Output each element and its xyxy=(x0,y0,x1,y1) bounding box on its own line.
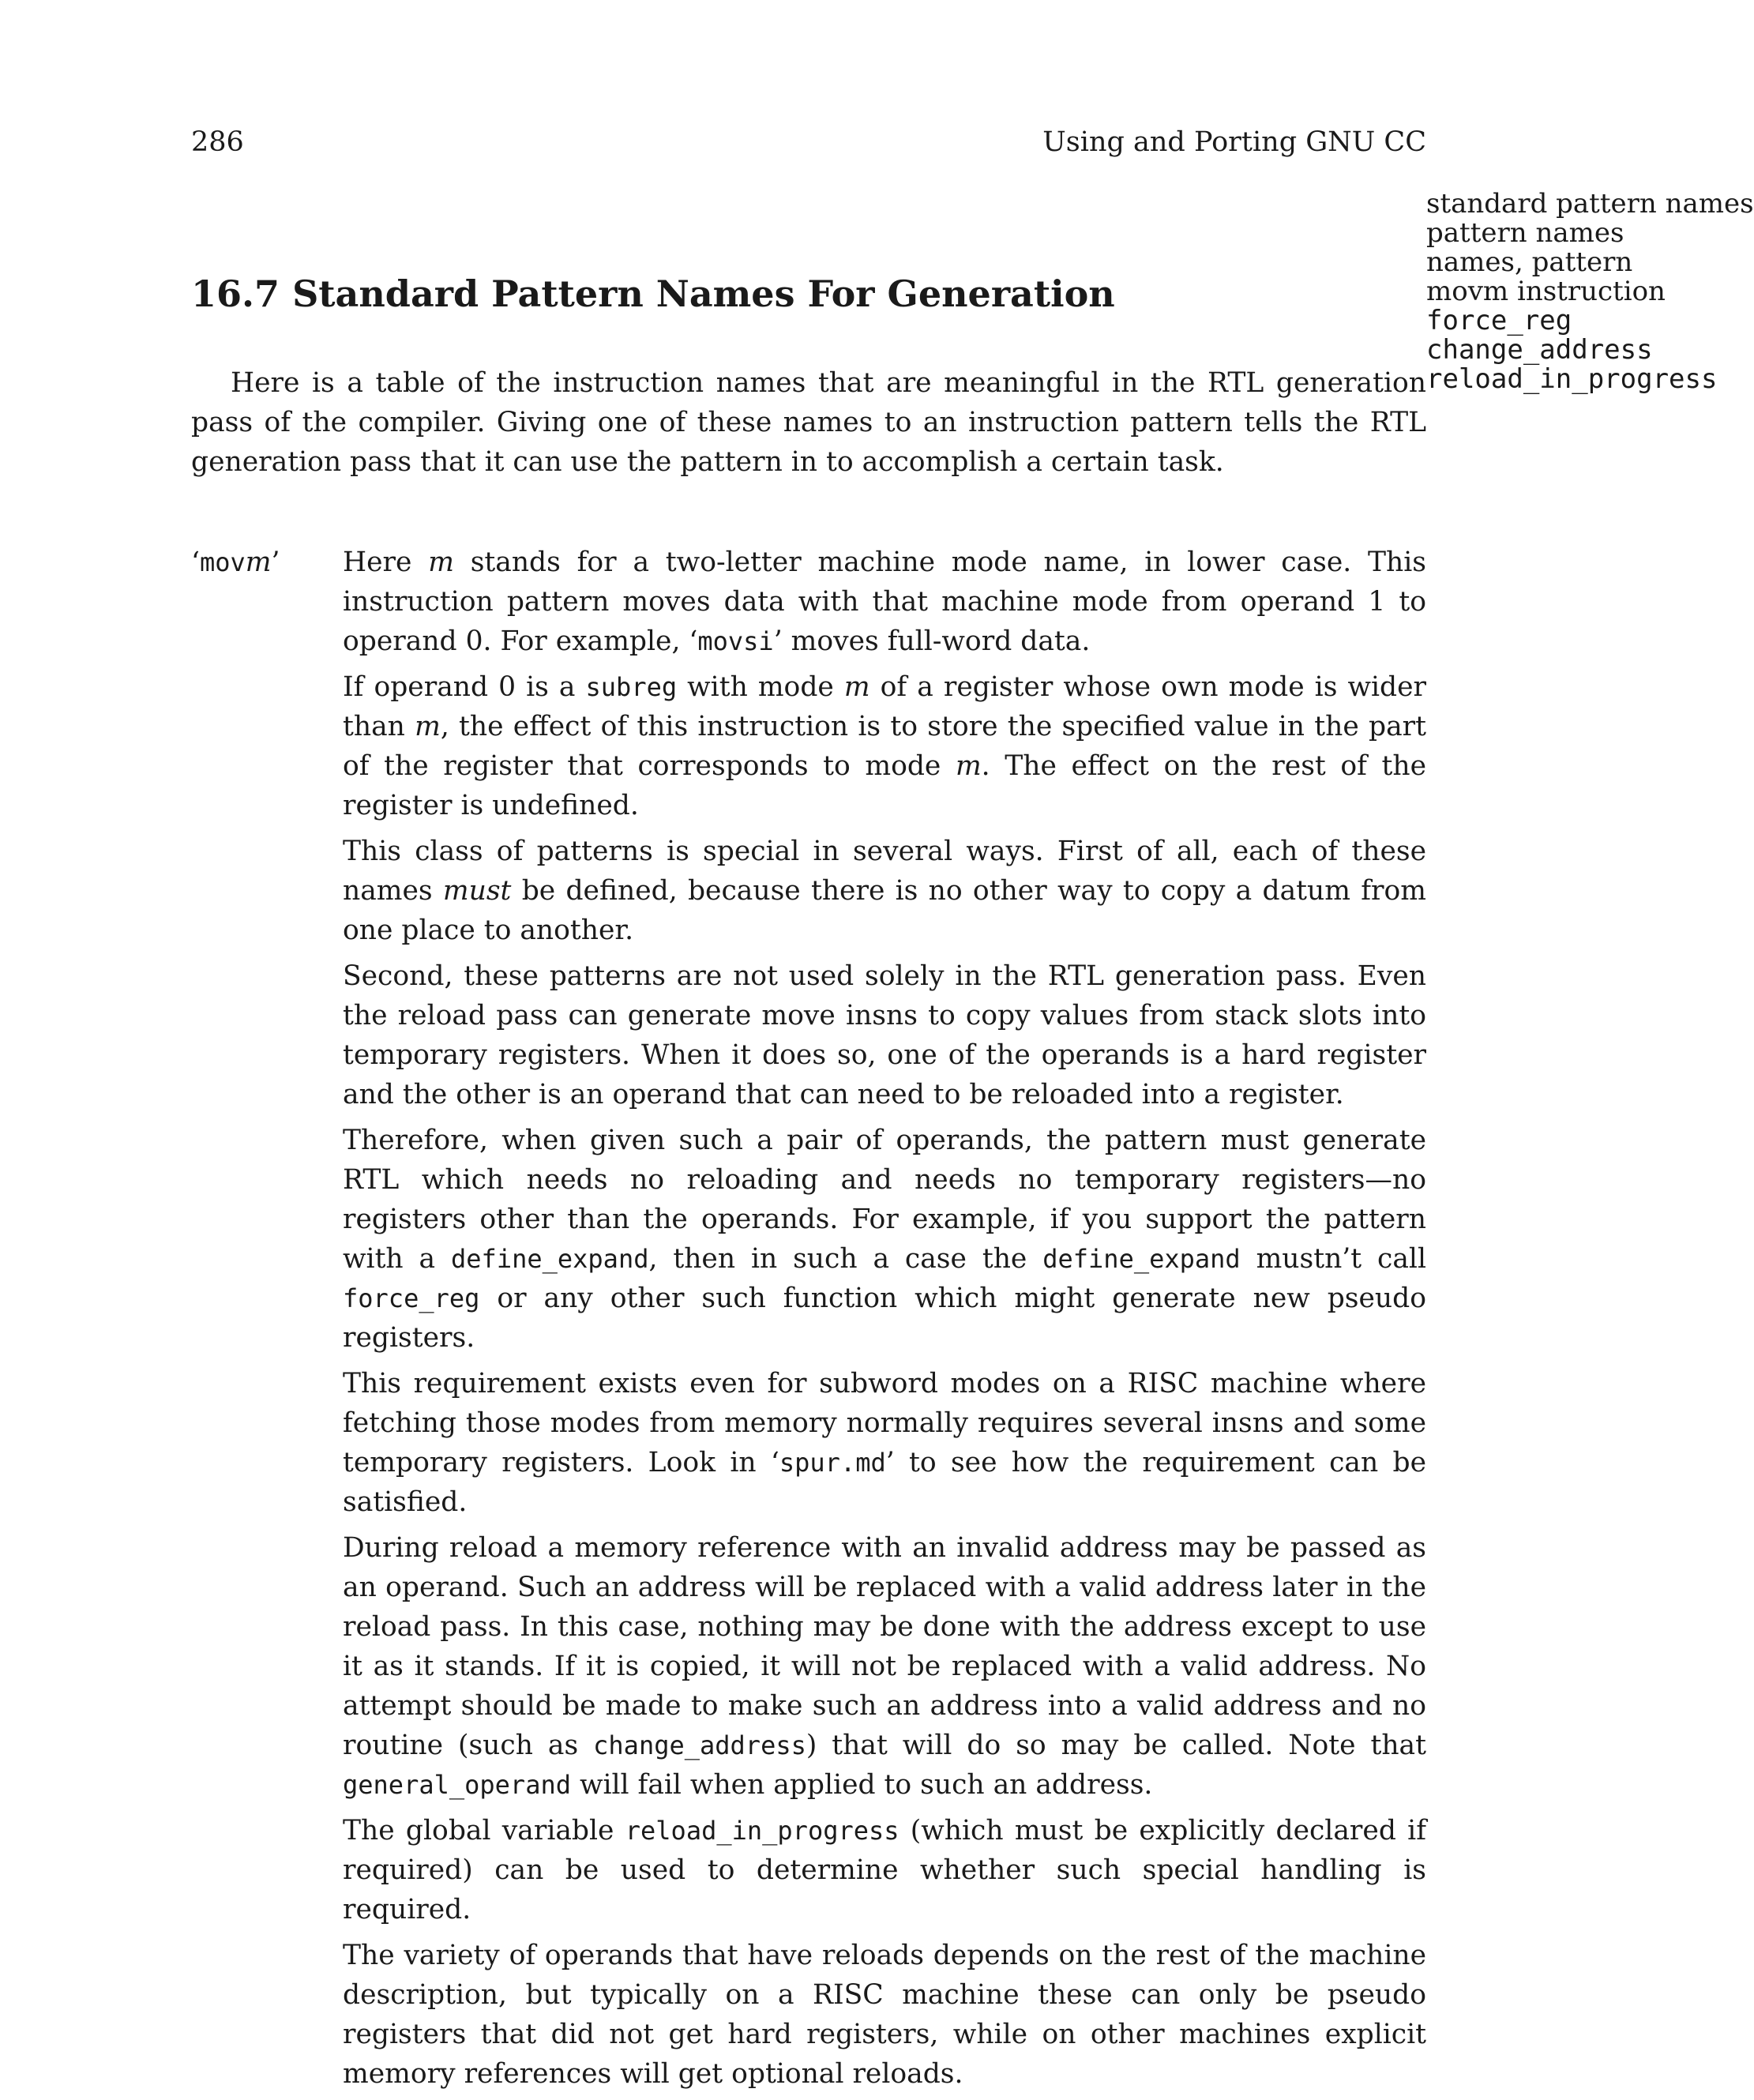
paragraph: This requirement exists even for subword modes on a RISC machine where fetching those modes from memory normally requires several insns and some temporary registers. Look in ‘spur.md’ to see how the requirement can be satisfied. xyxy=(343,1368,1427,1518)
paragraph: Second, these patterns are not used solely in the RTL generation pass. Even the reload pass can generate move insns to copy values from stack slots into temporary registers. When it does so, one of the operands is a hard register and the other is an operand that can need to be reloaded into a register. xyxy=(343,960,1426,1110)
index-entry: pattern names xyxy=(1426,217,1624,249)
index-entry: standard pattern names xyxy=(1426,188,1754,220)
paragraph: Therefore, when given such a pair of operands, the pattern must generate RTL which needs no reloading and needs no temporary registers—no registers other than the operands. For example, if you support the pattern with a define_expand, then in such a case the define_expand mustn’t call force_reg or any other such function which might generate new pseudo registers. xyxy=(343,1125,1426,1354)
index-entry: force_reg xyxy=(1426,305,1572,336)
section-heading xyxy=(191,269,1115,319)
paragraph: If operand 0 is a subreg with mode m of a register whose own mode is wider than m, the effect of this instruction is to store the specified value in the part of the register that corresponds to mode m. The effect on the rest of the register is undefined. xyxy=(343,671,1427,821)
paragraph: During reload a memory reference with an invalid address may be passed as an operand. Such an address will be replaced with a valid address later in the reload pass. In this case, nothing may be done with the address except to use it as it stands. If it is copied, it will not be replaced with a valid address. No attempt should be made to make such an address into a valid address and no routine (such as change_address) that will do so may be called. Note that general_operand will fail when applied to such an address. xyxy=(343,1532,1426,1801)
index-margin-notes xyxy=(1426,188,1754,395)
paragraph: The variety of operands that have reloads depends on the rest of the machine description, but typically on a RISC machine these can only be pseudo registers that did not get hard registers, while on other machines explicit memory references will get optional reloads. xyxy=(343,1940,1426,2090)
index-entry: change_address xyxy=(1426,334,1653,366)
section-number: 16.7 xyxy=(191,272,280,315)
term-description xyxy=(343,543,1426,2100)
paragraph: Here m stands for a two-letter machine mode name, in lower case. This instruction pattern moves data with that machine mode from operand 1 to operand 0. For example, ‘movsi’ moves full-word data. xyxy=(343,547,1426,657)
index-entry: names, pattern xyxy=(1426,246,1633,278)
paragraph: The global variable reload_in_progress (which must be explicitly declared if required) can be used to determine whether such special handling is required. xyxy=(343,1815,1426,1925)
index-entry: movm instruction xyxy=(1426,276,1666,307)
term-code: mov xyxy=(199,547,246,577)
index-entry: reload_in_progress xyxy=(1426,363,1718,395)
intro-paragraph: Here is a table of the instruction names that are meaningful in the RTL generation pass of the compiler. Giving one of these names to an instruction pattern tells the RTL generation pass that it can use the pattern in to accomplish a certain task. xyxy=(191,367,1426,478)
page-number: 286 xyxy=(191,126,244,158)
paragraph: This class of patterns is special in several ways. First of all, each of these names must be defined, because there is no other way to copy a datum from one place to another. xyxy=(343,836,1427,946)
term-variable: m xyxy=(245,547,272,578)
section-title: Standard Pattern Names For Generation xyxy=(292,272,1115,315)
table-term-movm: ‘movm’ xyxy=(191,547,280,578)
running-title: Using and Porting GNU CC xyxy=(1042,126,1426,158)
